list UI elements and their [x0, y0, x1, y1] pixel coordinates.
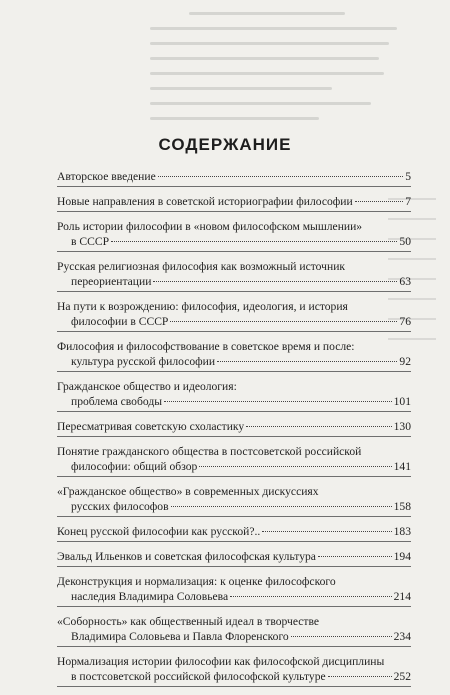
toc-entry-title: культура русской философии: [71, 354, 216, 368]
toc-entry-title: Пересматривая советскую схоластику: [57, 420, 245, 433]
toc-entry-title: Нормализация истории философии как философской дисциплины: [57, 655, 385, 668]
toc-entry-title: Конец русской философии как русской?..: [57, 525, 261, 538]
toc-entry-title: Гражданское общество и идеология:: [57, 380, 237, 393]
toc-entry: [57, 380, 411, 412]
toc-entry-title: Новые направления в советской историографии философии: [57, 195, 353, 208]
toc-entry-title: На пути к возрождению: философия, идеология, и история: [57, 300, 348, 313]
toc-entry-title: проблема свободы: [71, 394, 163, 408]
toc-page-number: 158: [393, 499, 411, 513]
toc-entry: [57, 170, 411, 187]
toc-entry-title: в постсоветской российской философской культуре: [71, 669, 326, 683]
toc-page-number: 76: [399, 314, 411, 328]
toc-entry-title: в СССР: [71, 234, 110, 248]
dot-leader: [171, 506, 392, 507]
toc-page-number: 7: [405, 195, 411, 208]
toc-entry-title: Роль истории философии в «новом философском мышлении»: [57, 220, 363, 233]
toc-page-number: 5: [405, 170, 411, 183]
toc-page-number: 141: [393, 459, 411, 473]
toc-entry: [57, 525, 411, 542]
toc-entry-title: наследия Владимира Соловьева: [71, 589, 229, 603]
toc-entry: [57, 340, 411, 372]
toc-entry-title: Владимира Соловьева и Павла Флоренского: [71, 629, 289, 643]
toc-entry: [57, 195, 411, 212]
toc-entry: [57, 485, 411, 517]
toc-page-number: 63: [399, 274, 411, 288]
dot-leader: [262, 531, 391, 532]
toc-entry-title: «Гражданское общество» в современных дискуссиях: [57, 485, 319, 498]
toc-entry-title: философии: общий обзор: [71, 459, 198, 473]
toc-page-number: 101: [393, 394, 411, 408]
toc-page-number: 50: [399, 234, 411, 248]
toc-page-number: 252: [393, 669, 411, 683]
toc-entry-title: философии в СССР: [71, 314, 169, 328]
toc-page-number: 214: [393, 589, 411, 603]
dot-leader: [199, 466, 391, 467]
dot-leader: [328, 676, 392, 677]
toc-entry: [57, 300, 411, 332]
dot-leader: [318, 556, 392, 557]
toc-entry-title: Деконструкция и нормализация: к оценке философского: [57, 575, 336, 588]
toc-page-number: 183: [393, 525, 411, 538]
toc-page-number: 194: [393, 550, 411, 563]
toc-entry-title: Авторское введение: [57, 170, 156, 183]
page-title: СОДЕРЖАНИЕ: [158, 135, 292, 154]
toc-entry: [57, 615, 411, 647]
dot-leader: [291, 636, 392, 637]
toc-page-number: 234: [393, 629, 411, 643]
toc-entry-title: переориентации: [71, 274, 152, 288]
show-through-text: [150, 0, 410, 150]
toc-page-number: 92: [399, 354, 411, 368]
dot-leader: [230, 596, 392, 597]
dot-leader: [246, 426, 391, 427]
dot-leader: [217, 361, 397, 362]
dot-leader: [158, 176, 403, 177]
toc-entry-title: Русская религиозная философия как возможный источник: [57, 260, 346, 273]
dot-leader: [164, 401, 392, 402]
toc-entry: [57, 575, 411, 607]
table-of-contents: [57, 170, 411, 695]
toc-entry-title: Философия и философствование в советское время и после:: [57, 340, 355, 353]
toc-entry: [57, 445, 411, 477]
toc-entry: [57, 655, 411, 687]
toc-entry-title: Эвальд Ильенков и советская философская культура: [57, 550, 316, 563]
dot-leader: [111, 241, 397, 242]
dot-leader: [153, 281, 397, 282]
dot-leader: [170, 321, 397, 322]
toc-entry-title: Понятие гражданского общества в постсоветской российской: [57, 445, 362, 458]
toc-entry: [57, 420, 411, 437]
dot-leader: [355, 201, 403, 202]
toc-entry-title: «Соборность» как общественный идеал в творчестве: [57, 615, 320, 628]
toc-entry: [57, 260, 411, 292]
toc-entry-title: русских философов: [71, 499, 169, 513]
toc-entry: [57, 550, 411, 567]
toc-page-number: 130: [393, 420, 411, 433]
toc-entry: [57, 220, 411, 252]
